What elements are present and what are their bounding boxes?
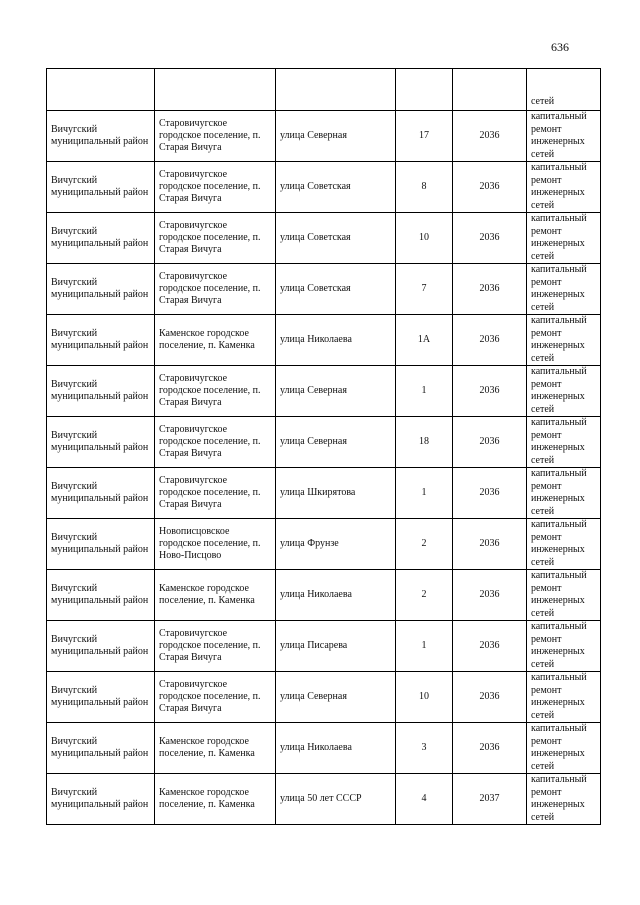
cell-work: капитальный ремонт инженерных сетей: [527, 519, 601, 570]
cell-year: 2036: [453, 672, 527, 723]
cell-district: Вичугский муниципальный район: [47, 774, 155, 825]
cell-year: 2036: [453, 723, 527, 774]
cell-house: 18: [396, 417, 453, 468]
cell-work: капитальный ремонт инженерных сетей: [527, 315, 601, 366]
cell-district: Вичугский муниципальный район: [47, 621, 155, 672]
table-row: [47, 213, 601, 264]
cell-work: капитальный ремонт инженерных сетей: [527, 213, 601, 264]
cell-house: 7: [396, 264, 453, 315]
cell-district: Вичугский муниципальный район: [47, 417, 155, 468]
cell-settlement: Старовичугское городское поселение, п. Старая Вичуга: [155, 213, 276, 264]
cell-street: улица Советская: [276, 162, 396, 213]
cell-district: Вичугский муниципальный район: [47, 213, 155, 264]
table-row: [47, 315, 601, 366]
cell-house: 1: [396, 468, 453, 519]
cell-year: 2036: [453, 570, 527, 621]
cell-year: 2036: [453, 621, 527, 672]
table-row-continuation: [47, 69, 601, 111]
cell-street: улица Северная: [276, 366, 396, 417]
cell-house: 2: [396, 519, 453, 570]
cell-street: [276, 69, 396, 111]
cell-house: 4: [396, 774, 453, 825]
cell-settlement: Старовичугское городское поселение, п. Старая Вичуга: [155, 672, 276, 723]
cell-settlement: Новописцовское городское поселение, п. Ново-Писцово: [155, 519, 276, 570]
cell-settlement: Старовичугское городское поселение, п. Старая Вичуга: [155, 366, 276, 417]
cell-house: 8: [396, 162, 453, 213]
cell-year: 2036: [453, 366, 527, 417]
table-row: [47, 111, 601, 162]
cell-settlement: Старовичугское городское поселение, п. Старая Вичуга: [155, 417, 276, 468]
cell-district: Вичугский муниципальный район: [47, 519, 155, 570]
cell-house: 10: [396, 213, 453, 264]
table-row: [47, 621, 601, 672]
cell-street: улица Фрунзе: [276, 519, 396, 570]
cell-work: капитальный ремонт инженерных сетей: [527, 774, 601, 825]
housing-repair-table: [46, 68, 601, 825]
cell-year: 2036: [453, 111, 527, 162]
cell-street: улица Северная: [276, 111, 396, 162]
cell-work: капитальный ремонт инженерных сетей: [527, 723, 601, 774]
cell-year: 2036: [453, 519, 527, 570]
cell-district: Вичугский муниципальный район: [47, 672, 155, 723]
cell-work: капитальный ремонт инженерных сетей: [527, 264, 601, 315]
table-row: [47, 366, 601, 417]
cell-settlement: Каменское городское поселение, п. Каменка: [155, 774, 276, 825]
cell-work: капитальный ремонт инженерных сетей: [527, 468, 601, 519]
cell-settlement: Старовичугское городское поселение, п. Старая Вичуга: [155, 264, 276, 315]
cell-district: Вичугский муниципальный район: [47, 162, 155, 213]
cell-house: 1: [396, 366, 453, 417]
cell-work: капитальный ремонт инженерных сетей: [527, 417, 601, 468]
table-row: [47, 570, 601, 621]
cell-settlement: Старовичугское городское поселение, п. Старая Вичуга: [155, 468, 276, 519]
cell-street: улица Шкирятова: [276, 468, 396, 519]
cell-house: 1: [396, 621, 453, 672]
cell-year: [453, 69, 527, 111]
cell-year: 2036: [453, 468, 527, 519]
cell-street: улица Николаева: [276, 570, 396, 621]
cell-settlement: Каменское городское поселение, п. Каменка: [155, 315, 276, 366]
cell-year: 2036: [453, 162, 527, 213]
cell-street: улица Северная: [276, 672, 396, 723]
table-row: [47, 417, 601, 468]
cell-house: 3: [396, 723, 453, 774]
cell-work: капитальный ремонт инженерных сетей: [527, 366, 601, 417]
cell-work: капитальный ремонт инженерных сетей: [527, 621, 601, 672]
page-number: 636: [551, 40, 569, 54]
cell-district: Вичугский муниципальный район: [47, 315, 155, 366]
table-row: [47, 264, 601, 315]
cell-street: улица Советская: [276, 264, 396, 315]
cell-work: капитальный ремонт инженерных сетей: [527, 570, 601, 621]
cell-district: [47, 69, 155, 111]
cell-settlement: Старовичугское городское поселение, п. Старая Вичуга: [155, 621, 276, 672]
cell-work: капитальный ремонт инженерных сетей: [527, 672, 601, 723]
cell-house: [396, 69, 453, 111]
cell-house: 2: [396, 570, 453, 621]
cell-house: 17: [396, 111, 453, 162]
cell-district: Вичугский муниципальный район: [47, 570, 155, 621]
cell-district: Вичугский муниципальный район: [47, 723, 155, 774]
cell-year: 2036: [453, 315, 527, 366]
table-row: [47, 468, 601, 519]
cell-settlement: Старовичугское городское поселение, п. Старая Вичуга: [155, 111, 276, 162]
table-row: [47, 723, 601, 774]
cell-year: 2036: [453, 264, 527, 315]
cell-street: улица 50 лет СССР: [276, 774, 396, 825]
cell-work: капитальный ремонт инженерных сетей: [527, 162, 601, 213]
table-row: [47, 774, 601, 825]
cell-settlement: Каменское городское поселение, п. Каменка: [155, 723, 276, 774]
cell-settlement: Каменское городское поселение, п. Каменка: [155, 570, 276, 621]
table-row: [47, 162, 601, 213]
cell-year: 2037: [453, 774, 527, 825]
cell-year: 2036: [453, 417, 527, 468]
cell-district: Вичугский муниципальный район: [47, 366, 155, 417]
cell-district: Вичугский муниципальный район: [47, 264, 155, 315]
cell-district: Вичугский муниципальный район: [47, 468, 155, 519]
cell-street: улица Николаева: [276, 723, 396, 774]
cell-work: капитальный ремонт инженерных сетей: [527, 111, 601, 162]
cell-settlement: [155, 69, 276, 111]
cell-street: улица Николаева: [276, 315, 396, 366]
cell-settlement: Старовичугское городское поселение, п. Старая Вичуга: [155, 162, 276, 213]
cell-house: 1А: [396, 315, 453, 366]
cell-district: Вичугский муниципальный район: [47, 111, 155, 162]
cell-street: улица Северная: [276, 417, 396, 468]
table-row: [47, 519, 601, 570]
cell-house: 10: [396, 672, 453, 723]
table-row: [47, 672, 601, 723]
cell-year: 2036: [453, 213, 527, 264]
cell-street: улица Писарева: [276, 621, 396, 672]
cell-street: улица Советская: [276, 213, 396, 264]
cell-work: сетей: [527, 69, 601, 111]
